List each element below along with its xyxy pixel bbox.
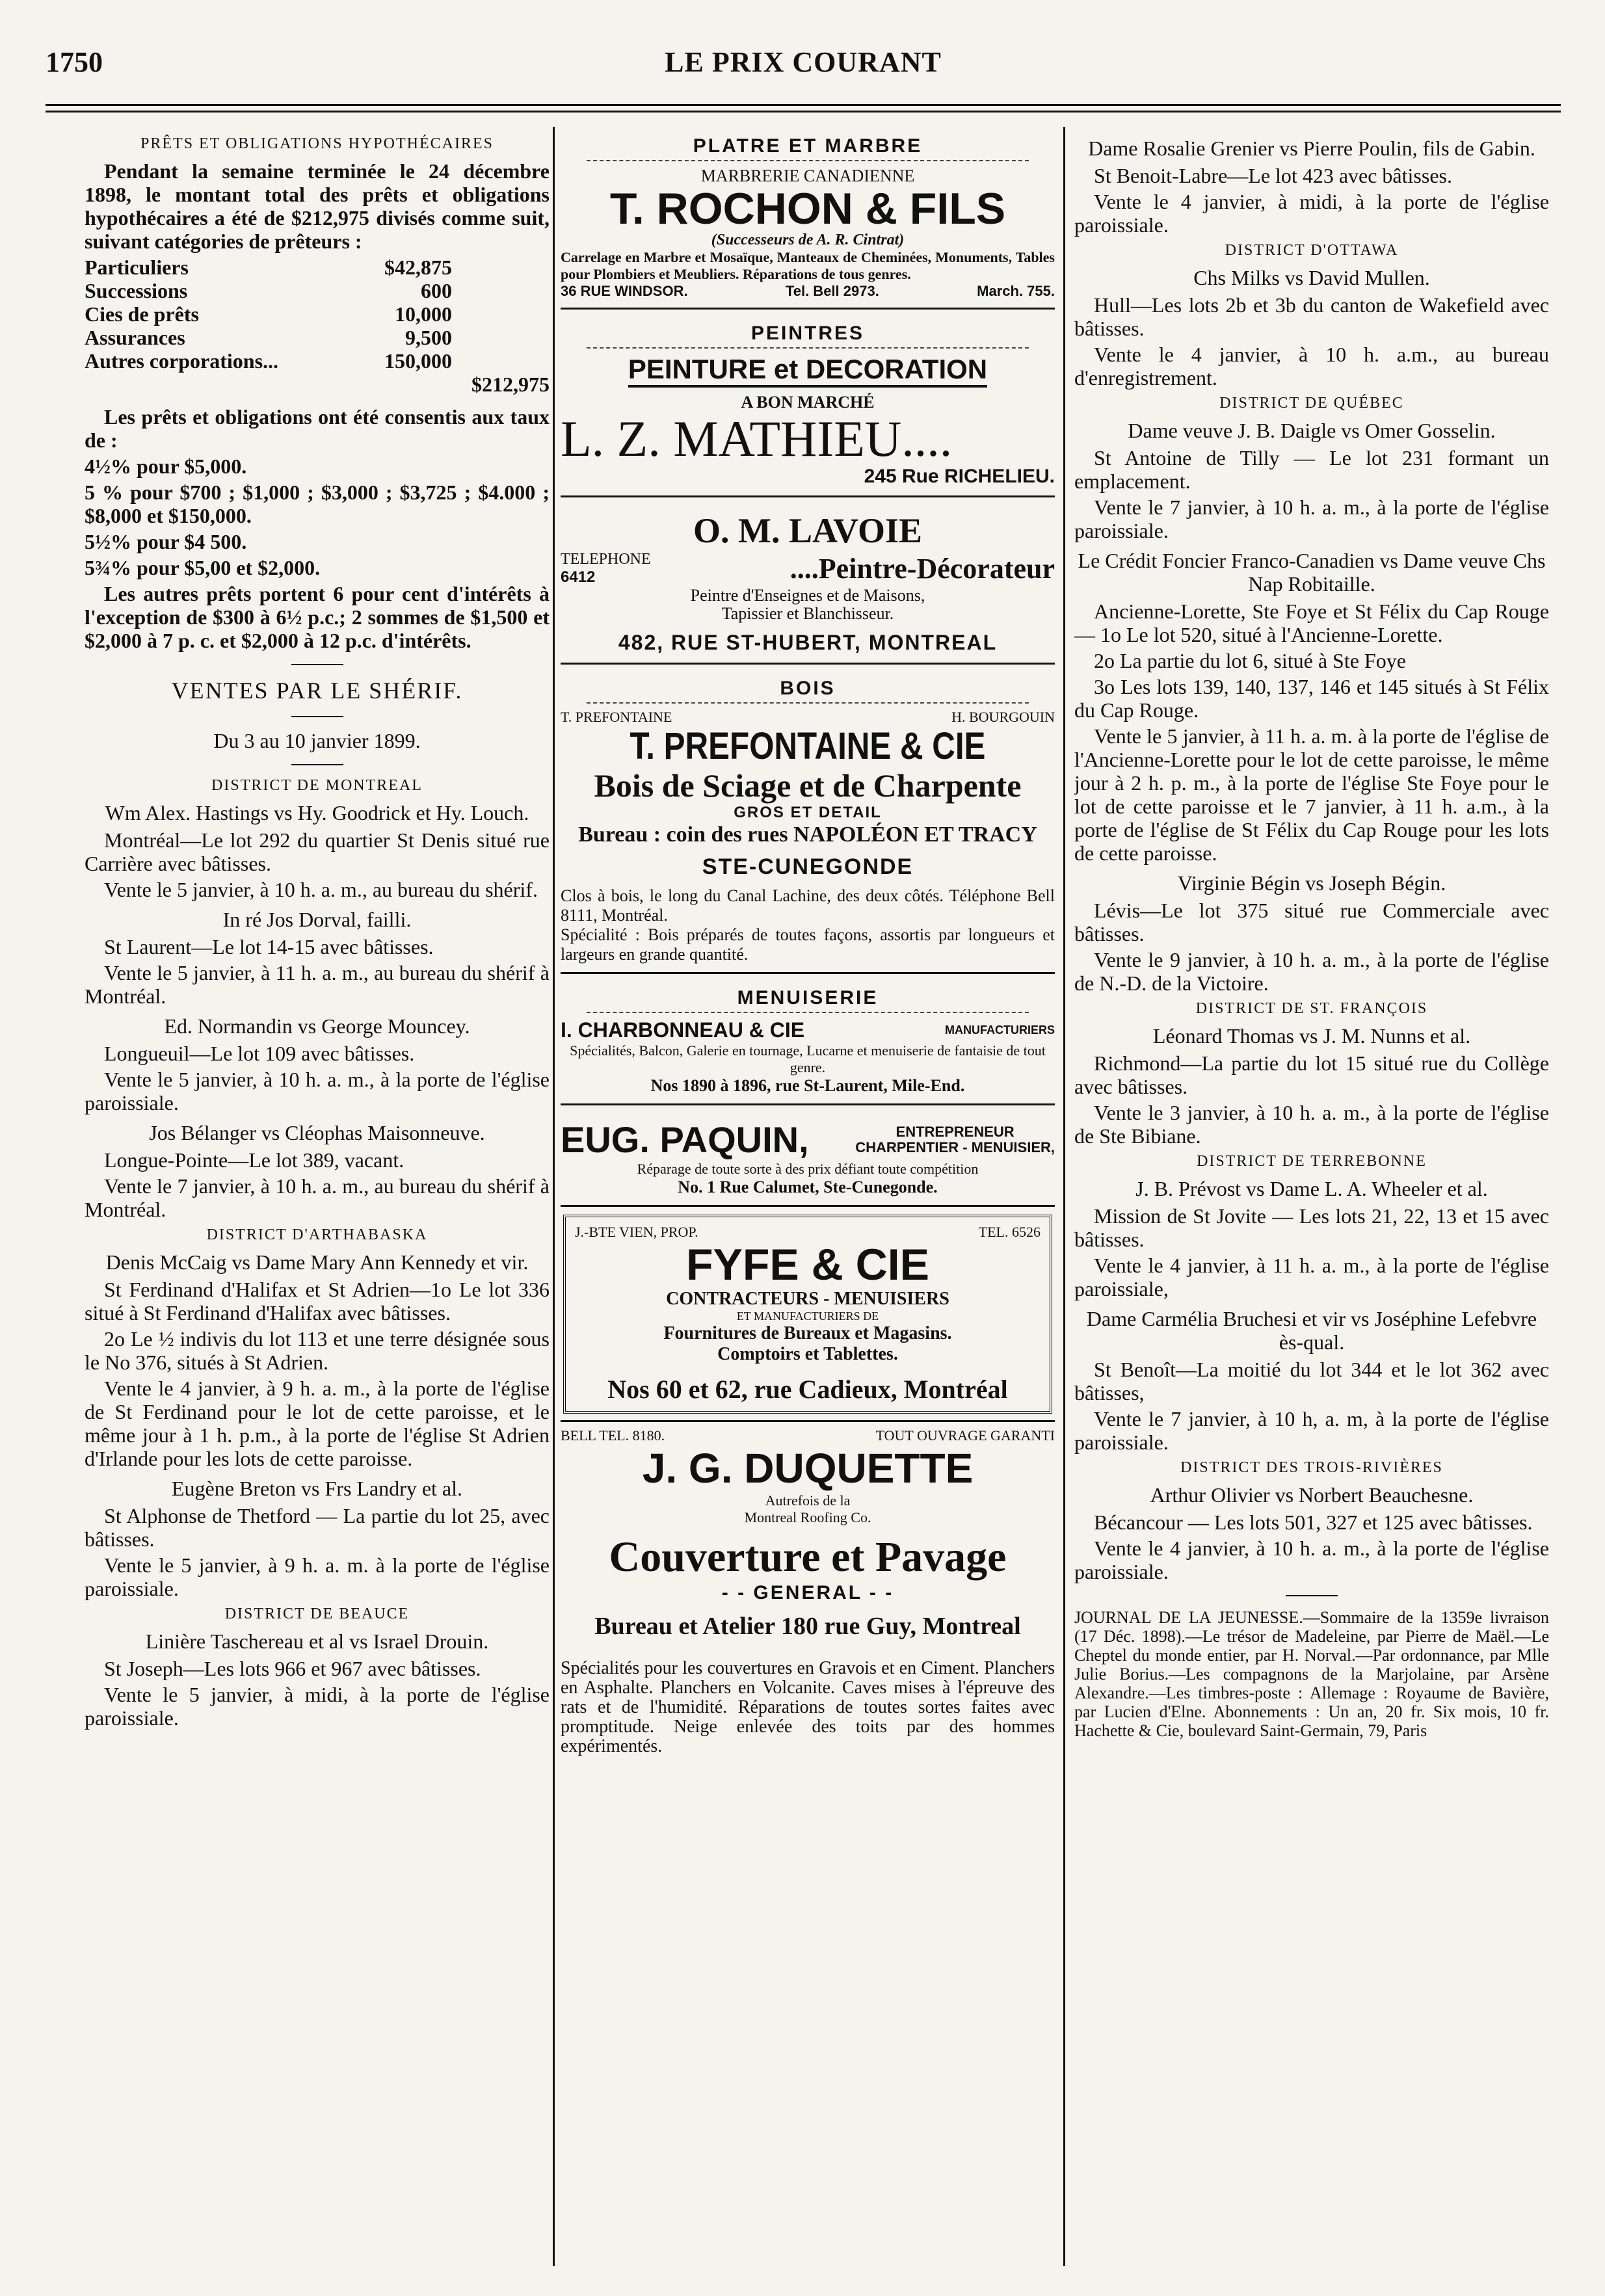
ad-sub2: ET MANUFACTURIERS DE <box>736 1310 879 1323</box>
table-row: Assurances 9,500 <box>85 326 452 349</box>
ad-desc: Carrelage en Marbre et Mosaïque, Manteaux de Cheminées, Monuments, Tables pour Plombiers et Meubliers. Réparations de tous genres. <box>561 249 1055 282</box>
case-title: Denis McCaig vs Dame Mary Ann Kennedy et vir. <box>105 1250 529 1274</box>
case-title: J. B. Prévost vs Dame L. A. Wheeler et al. <box>1135 1177 1488 1200</box>
ad-desc: Réparage de toute sorte à des prix défiant toute compétition <box>637 1161 979 1177</box>
column-3 <box>1074 130 1549 2263</box>
column-divider-2 <box>1063 127 1065 2266</box>
table-row: Cies de prêts 10,000 <box>85 302 452 326</box>
column-2-ads <box>561 130 1055 2263</box>
case-text: 3o Les lots 139, 140, 137, 146 et 145 situés à St Félix du Cap Rouge. <box>1074 675 1549 722</box>
header-rule <box>46 104 1561 106</box>
ad-sub: CONTRACTEURS - MENUISIERS <box>666 1289 949 1309</box>
ad-tel: Tel. Bell 2973. <box>785 283 879 299</box>
ad-section-label: MENUISERIE <box>737 987 879 1009</box>
case-text: Lévis—Le lot 375 situé rue Commerciale avec bâtisses. <box>1074 899 1549 945</box>
case-text: St Laurent—Le lot 14-15 avec bâtisses. <box>104 935 434 958</box>
ad-tel: 6412 <box>561 568 596 586</box>
ad-name: L. Z. MATHIEU.... <box>561 410 953 467</box>
prets-intro: Pendant la semaine terminée le 24 décembre 1898, le montant total des prêts et obligations hypothécaires a été de $212,975 divisés comme suit, suivant catégories de prêteurs : <box>85 159 550 253</box>
rates-line: Les autres prêts portent 6 pour cent d'intérêts à l'exception de $300 à 6½ p.c.; 2 sommes de $1,500 et $2,000 à 7 p. c. et $2,000 à 12 p.c. d'intérêts. <box>85 582 550 652</box>
case-text: Vente le 7 janvier, à 10 h. a. m., à la porte de l'église paroissiale. <box>1074 495 1549 542</box>
districts-list <box>1074 242 1549 1583</box>
ad-title: Couverture et Pavage <box>609 1533 1007 1581</box>
case-text: Vente le 4 janvier, à midi, à la porte de l'église paroissiale. <box>1074 190 1549 237</box>
district-heading: DISTRICT DE ST. FRANÇOIS <box>1195 1000 1428 1017</box>
case-text: Richmond—La partie du lot 15 situé rue du Collège avec bâtisses. <box>1074 1051 1549 1098</box>
column-1 <box>85 130 550 2263</box>
divider <box>291 764 343 765</box>
case-text: Vente le 7 janvier, à 10 h, a. m, à la porte de l'église paroissiale. <box>1074 1407 1549 1454</box>
case-title: In ré Jos Dorval, failli. <box>222 908 412 931</box>
ventes-dates: Du 3 au 10 janvier 1899. <box>213 729 421 752</box>
district-heading: DISTRICT DES TROIS-RIVIÈRES <box>1180 1459 1443 1476</box>
ad-name: I. CHARBONNEAU & CIE <box>561 1018 805 1042</box>
district-heading: DISTRICT DE TERREBONNE <box>1197 1153 1427 1170</box>
case-text: Longueuil—Le lot 109 avec bâtisses. <box>104 1042 415 1065</box>
district-heading: DISTRICT D'OTTAWA <box>1225 242 1399 259</box>
case-text: Vente le 5 janvier, à 10 h. a. m., au bureau du shérif. <box>104 878 538 901</box>
case-text: Vente le 5 janvier, à 10 h. a. m., à la porte de l'église paroissiale. <box>85 1068 550 1115</box>
ad-name: J. G. DUQUETTE <box>642 1445 974 1492</box>
ad-sub: - - GENERAL - - <box>721 1582 894 1603</box>
ad-rochon <box>561 130 1055 310</box>
case-text: St Benoit-Labre—Le lot 423 avec bâtisses. <box>1094 164 1452 187</box>
case-title: Arthur Olivier vs Norbert Beauchesne. <box>1150 1483 1474 1507</box>
ad-desc: Spécialité : Bois préparés de toutes façons, assortis par longueurs et largeurs en grande quantité. <box>561 925 1055 964</box>
rates-line: 5 % pour $700 ; $1,000 ; $3,000 ; $3,725 ; $4.000 ; $8,000 et $150,000. <box>85 481 550 527</box>
ad-section-label: BOIS <box>780 678 836 699</box>
ad-sub: MARBRERIE CANADIENNE <box>700 166 915 185</box>
ad-prop: J.-BTE VIEN, PROP. <box>575 1224 698 1240</box>
case-text: Longue-Pointe—Le lot 389, vacant. <box>104 1148 405 1172</box>
ad-address: Nos 60 et 62, rue Cadieux, Montréal <box>607 1375 1008 1404</box>
ad-name: EUG. PAQUIN, <box>561 1119 809 1160</box>
case-title: Dame Rosalie Grenier vs Pierre Poulin, fils de Gabin. <box>1088 137 1535 160</box>
ad-name: T. PREFONTAINE & CIE <box>630 725 986 767</box>
ad-paquin <box>561 1113 1055 1207</box>
ad-address: 36 RUE WINDSOR. <box>561 283 688 299</box>
ad-mathieu <box>561 317 1055 497</box>
section-heading-prets: PRÊTS ET OBLIGATIONS HYPOTHÉCAIRES <box>140 135 494 152</box>
ad-partner: H. BOURGOUIN <box>951 709 1055 725</box>
case-text: Vente le 5 janvier, à midi, à la porte de l'église paroissiale. <box>85 1683 550 1730</box>
case-text: Vente le 5 janvier, à 11 h. a. m. à la porte de l'église de l'Ancienne-Lorette pour le lot de cette paroisse, le même jour à 2 h. p. m., à la porte de l'église Ste Foye pour le lot de cette paroisse et le 7 janvier, à 11 h. a.m., à la porte de l'église de St Félix du Cap Rouge pour les lots de cette paroisse. <box>1074 724 1549 865</box>
ad-duquette <box>561 1420 1055 1764</box>
ad-partner: T. PREFONTAINE <box>561 709 672 725</box>
case-text: Vente le 9 janvier, à 10 h. a. m., à la porte de l'église de N.-D. de la Victoire. <box>1074 948 1549 995</box>
column-divider-1 <box>553 127 555 2266</box>
rates-line: Les prêts et obligations ont été consentis aux taux de : <box>85 405 550 452</box>
table-row: Autres corporations... 150,000 <box>85 349 452 373</box>
case-text: Vente le 4 janvier, à 9 h. a. m., à la porte de l'église de St Ferdinand pour le lot de cette paroisse, et le même jour à 1 h. p.m., à la porte de l'église St Adrien d'Irlande pour les lots de cette paroisse. <box>85 1377 550 1470</box>
case-text: St Ferdinand d'Halifax et St Adrien—1o Le lot 336 situé à St Ferdinand d'Halifax avec bâtisses. <box>85 1278 550 1325</box>
case-text: Ancienne-Lorette, Ste Foye et St Félix du Cap Rouge— 1o Le lot 520, situé à l'Ancienne-Lorette. <box>1074 600 1549 646</box>
ad-desc: Fournitures de Bureaux et Magasins. <box>663 1323 952 1343</box>
rates-line: 5¾% pour $5,00 et $2,000. <box>85 556 321 579</box>
top-cases <box>1074 137 1549 237</box>
case-title: Linière Taschereau et al vs Israel Drouin. <box>145 1630 489 1653</box>
ad-tel: BELL TEL. 8180. <box>561 1427 665 1444</box>
lenders-total: $212,975 <box>471 373 550 396</box>
case-text: 2o Le ½ indivis du lot 113 et une terre désignée sous le No 376, situés à St Adrien. <box>85 1327 550 1374</box>
ad-desc: Peintre d'Enseignes et de Maisons, <box>690 586 925 605</box>
ad-desc: Spécialités, Balcon, Galerie en tournage, Lucarne et menuiserie de fantaisie de tout genre. <box>570 1042 1046 1075</box>
case-text: Mission de St Jovite — Les lots 21, 22, 13 et 15 avec bâtisses. <box>1074 1204 1549 1251</box>
case-text: Bécancour — Les lots 501, 327 et 125 avec bâtisses. <box>1094 1511 1533 1534</box>
district-heading: DISTRICT DE QUÉBEC <box>1219 395 1404 412</box>
ad-fyfe <box>563 1215 1052 1414</box>
case-title: Chs Milks vs David Mullen. <box>1193 266 1430 289</box>
district-heading: DISTRICT DE BEAUCE <box>224 1605 410 1622</box>
section-heading-ventes: VENTES PAR LE SHÉRIF. <box>171 678 463 704</box>
case-text: St Alphonse de Thetford — La partie du lot 25, avec bâtisses. <box>85 1504 550 1551</box>
ad-address: No. 1 Rue Calumet, Ste-Cunegonde. <box>678 1178 938 1196</box>
case-title: Wm Alex. Hastings vs Hy. Goodrick et Hy. Louch. <box>105 801 529 825</box>
ad-address: 482, RUE ST-HUBERT, MONTREAL <box>618 631 998 654</box>
ad-title: PEINTURE et DECORATION <box>628 354 987 388</box>
case-title: Eugène Breton vs Frs Landry et al. <box>172 1477 462 1500</box>
ad-lavoie <box>561 505 1055 665</box>
ad-desc: Comptoirs et Tablettes. <box>717 1344 898 1364</box>
divider <box>291 664 343 665</box>
case-text: St Joseph—Les lots 966 et 967 avec bâtisses. <box>104 1657 481 1680</box>
table-row: Successions 600 <box>85 279 452 302</box>
ad-charbonneau <box>561 982 1055 1105</box>
rates-line: 4½% pour $5,000. <box>85 455 247 478</box>
table-row-total <box>85 373 550 396</box>
case-text: St Benoît—La moitié du lot 344 et le lot 362 avec bâtisses, <box>1074 1358 1549 1405</box>
ad-section-label: PLATRE ET MARBRE <box>693 135 923 157</box>
divider <box>291 716 343 717</box>
case-text: Montréal—Le lot 292 du quartier St Denis situé rue Carrière avec bâtisses. <box>85 828 550 875</box>
ad-section-label: PEINTRES <box>750 323 865 344</box>
ad-prev: Montreal Roofing Co. <box>744 1509 871 1525</box>
case-text: Vente le 5 janvier, à 9 h. a. m. à la porte de l'église paroissiale. <box>85 1553 550 1600</box>
case-title: Jos Bélanger vs Cléophas Maisonneuve. <box>149 1121 485 1144</box>
ad-place: STE-CUNEGONDE <box>702 854 914 879</box>
case-text: Vente le 4 janvier, à 10 h. a.m., au bureau d'enregistrement. <box>1074 343 1549 389</box>
ad-sub: GROS ET DETAIL <box>734 804 882 821</box>
ad-tag: MANUFACTURIERS <box>945 1023 1055 1036</box>
case-text: Vente le 4 janvier, à 11 h. a. m., à la porte de l'église paroissiale, <box>1074 1254 1549 1300</box>
lenders-table <box>85 256 550 396</box>
ad-address: 245 Rue RICHELIEU. <box>864 466 1055 487</box>
ad-name: O. M. LAVOIE <box>693 511 922 550</box>
journal-notice: JOURNAL DE LA JEUNESSE.—Sommaire de la 1359e livraison (17 Déc. 1898).—Le trésor de Madeleine, par Pierre de Maël.—Le Cheptel du monde entier, par H. Norval.—Par ordonnance, par Mlle Julie Borius.—Les compagnons de la Marjolaine, par Arsène Alexandre.—Les timbres-poste : Allemage : Royaume de Bavière, par Lucien d'Elne. Abonnements : Un an, 20 fr. Six mois, 10 fr. Hachette & Cie, boulevard Saint-Germain, 79, Paris <box>1074 1608 1549 1740</box>
case-text: Vente le 3 janvier, à 10 h. a. m., à la porte de l'église de Ste Bibiane. <box>1074 1101 1549 1148</box>
case-title: Dame veuve J. B. Daigle vs Omer Gosselin. <box>1128 419 1496 442</box>
ad-march: March. 755. <box>977 283 1055 299</box>
rates-line: 5½% pour $4 500. <box>85 530 247 553</box>
case-text: Vente le 4 janvier, à 10 h. a. m., à la porte de l'église paroissiale. <box>1074 1537 1549 1583</box>
ad-name: T. ROCHON & FILS <box>609 184 1006 233</box>
case-title: Léonard Thomas vs J. M. Nunns et al. <box>1152 1024 1471 1048</box>
ad-desc: Spécialités pour les couvertures en Gravois et en Ciment. Planchers en Asphalte. Planchers en Volcanite. Caves mises à l'épreuve des rats et de l'humidité. Réparations de toutes sortes faites avec promptitude. Neige enlevée des toits par des hommes expérimentés. <box>561 1658 1055 1756</box>
ad-title: Bois de Sciage et de Charpente <box>594 767 1022 804</box>
ad-role: CHARPENTIER - MENUISIER, <box>855 1139 1055 1155</box>
page-title: LE PRIX COURANT <box>665 46 942 78</box>
ad-tel-label: TELEPHONE <box>561 551 651 568</box>
case-title: Dame Carmélia Bruchesi et vir vs Joséphine Lefebvre ès-qual. <box>1086 1307 1537 1354</box>
ad-sub: A BON MARCHÉ <box>741 393 875 412</box>
case-text: Vente le 7 janvier, à 10 h. a. m., au bureau du shérif à Montréal. <box>85 1174 550 1221</box>
case-title: Le Crédit Foncier Franco-Canadien vs Dame veuve Chs Nap Robitaille. <box>1078 549 1546 596</box>
ad-address: Nos 1890 à 1896, rue St-Laurent, Mile-End. <box>650 1076 965 1095</box>
ad-trade: ....Peintre-Décorateur <box>789 553 1055 585</box>
case-text: Hull—Les lots 2b et 3b du canton de Wakefield avec bâtisses. <box>1074 293 1549 340</box>
case-title: Ed. Normandin vs George Mouncey. <box>164 1014 470 1038</box>
ad-tel: TEL. 6526 <box>978 1224 1041 1240</box>
ad-successor: (Successeurs de A. R. Cintrat) <box>711 231 905 248</box>
case-text: St Antoine de Tilly — Le lot 231 formant un emplacement. <box>1074 446 1549 493</box>
districts-list <box>85 777 550 1730</box>
case-text: Vente le 5 janvier, à 11 h. a. m., au bureau du shérif à Montréal. <box>85 961 550 1008</box>
ad-address: Bureau et Atelier 180 rue Guy, Montreal <box>594 1613 1021 1640</box>
ad-bureau: Bureau : coin des rues NAPOLÉON ET TRACY <box>578 823 1037 847</box>
ad-guarantee: TOUT OUVRAGE GARANTI <box>875 1427 1055 1444</box>
table-row: Particuliers $42,875 <box>85 256 452 279</box>
ad-name: FYFE & CIE <box>685 1240 930 1289</box>
case-text: 2o La partie du lot 6, situé à Ste Foye <box>1094 649 1406 672</box>
ad-desc: Tapissier et Blanchisseur. <box>721 604 894 623</box>
case-title: Virginie Bégin vs Joseph Bégin. <box>1177 871 1446 895</box>
district-heading: DISTRICT DE MONTREAL <box>211 777 423 794</box>
ad-role: ENTREPRENEUR <box>895 1123 1015 1140</box>
header-rule-2 <box>46 111 1561 112</box>
district-heading: DISTRICT D'ARTHABASKA <box>206 1226 428 1243</box>
ad-desc: Clos à bois, le long du Canal Lachine, des deux côtés. Téléphone Bell 8111, Montréal. <box>561 886 1055 925</box>
ad-prefontaine <box>561 672 1055 974</box>
page-header <box>46 46 1561 98</box>
ad-prev: Autrefois de la <box>765 1492 851 1509</box>
page-number: 1750 <box>46 46 103 78</box>
divider <box>1286 1595 1338 1596</box>
